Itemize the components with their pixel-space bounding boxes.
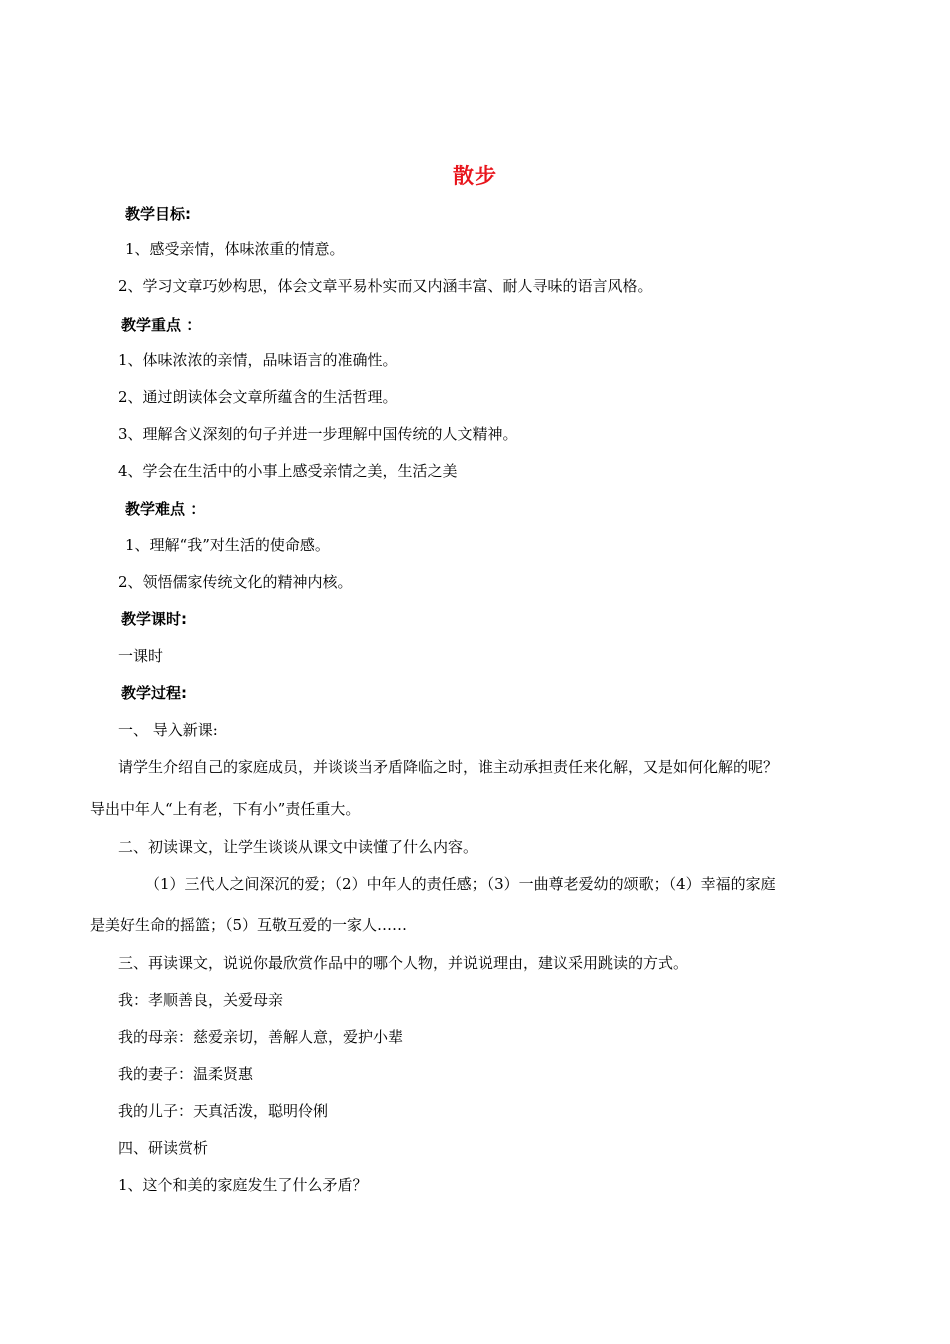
paragraph-line: 1、体味浓浓的亲情，品味语言的准确性。 bbox=[118, 351, 398, 369]
section-heading-objectives: 教学目标: bbox=[125, 205, 191, 223]
section-heading-process: 教学过程: bbox=[121, 684, 187, 702]
paragraph-line: 二、初读课文，让学生谈谈从课文中读懂了什么内容。 bbox=[118, 838, 479, 856]
paragraph-line: 我的儿子：天真活泼，聪明伶俐 bbox=[118, 1102, 329, 1120]
paragraph-line: 一课时 bbox=[118, 647, 164, 665]
paragraph-line: 三、再读课文，说说你最欣赏作品中的哪个人物，并说说理由，建议采用跳读的方式。 bbox=[118, 954, 689, 972]
paragraph-line: 导出中年人“上有老，下有小”责任重大。 bbox=[90, 800, 361, 818]
paragraph-line: 四、研读赏析 bbox=[118, 1139, 209, 1157]
paragraph-line: 1、感受亲情，体味浓重的情意。 bbox=[125, 240, 345, 258]
paragraph-line: （1）三代人之间深沉的爱；（2）中年人的责任感；（3）一曲尊老爱幼的颂歌；（4）幸福的家庭 bbox=[145, 875, 776, 893]
paragraph-line: 2、通过朗读体会文章所蕴含的生活哲理。 bbox=[118, 388, 398, 406]
paragraph-line: 一、 导入新课: bbox=[118, 721, 218, 739]
paragraph-line: 我的母亲：慈爱亲切，善解人意，爱护小辈 bbox=[118, 1028, 404, 1046]
paragraph-line: 1、这个和美的家庭发生了什么矛盾？ bbox=[118, 1176, 368, 1194]
document-title: 散步 bbox=[453, 164, 497, 188]
paragraph-line: 2、领悟儒家传统文化的精神内核。 bbox=[118, 573, 353, 591]
paragraph-line: 4、学会在生活中的小事上感受亲情之美，生活之美 bbox=[118, 462, 458, 480]
section-heading-difficulties: 教学难点 ： bbox=[125, 500, 206, 518]
paragraph-line: 1、理解“我”对生活的使命感。 bbox=[125, 536, 330, 554]
paragraph-line: 请学生介绍自己的家庭成员，并谈谈当矛盾降临之时，谁主动承担责任来化解，又是如何化解的呢？ bbox=[118, 758, 779, 776]
paragraph-line: 3、理解含义深刻的句子并进一步理解中国传统的人文精神。 bbox=[118, 425, 518, 443]
section-heading-class-hours: 教学课时: bbox=[121, 610, 187, 628]
section-heading-key-points: 教学重点 ： bbox=[121, 316, 202, 334]
paragraph-line: 2、学习文章巧妙构思，体会文章平易朴实而又内涵丰富、耐人寻味的语言风格。 bbox=[118, 277, 653, 295]
paragraph-line: 是美好生命的摇篮；（5）互敬互爱的一家人…… bbox=[90, 916, 408, 934]
paragraph-line: 我：孝顺善良，关爱母亲 bbox=[118, 991, 284, 1009]
paragraph-line: 我的妻子：温柔贤惠 bbox=[118, 1065, 254, 1083]
